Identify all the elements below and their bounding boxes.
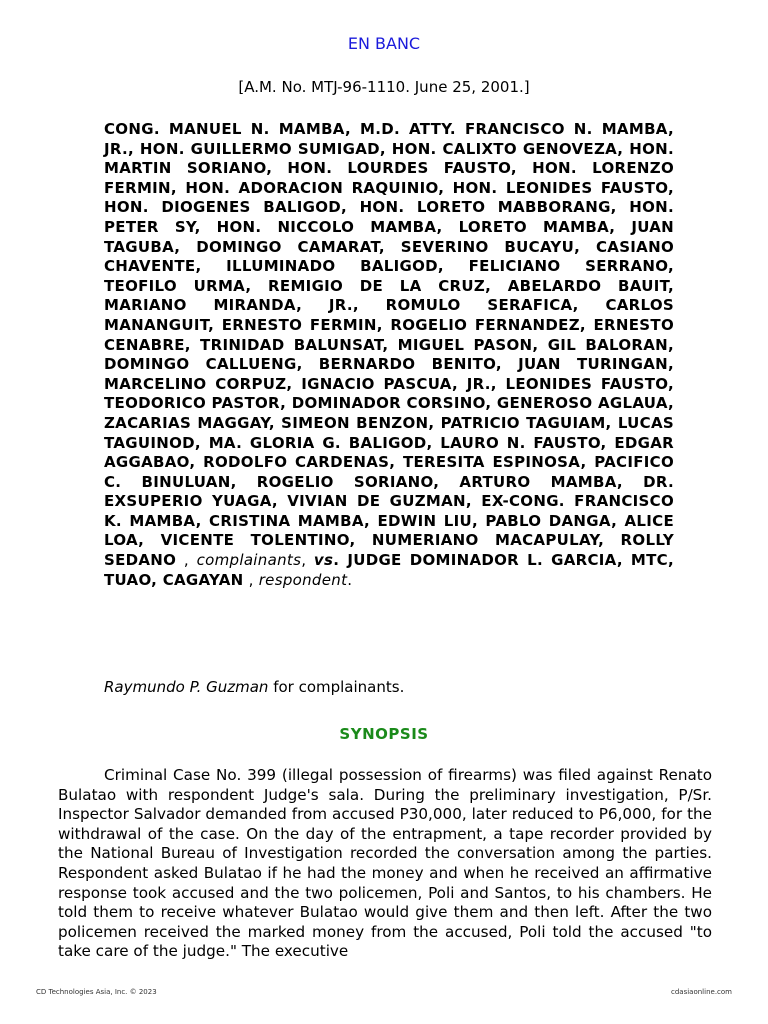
separator: . [333, 551, 348, 570]
complainants-label: complainants [196, 551, 302, 570]
complainants-names: CONG. MANUEL N. MAMBA, M.D. ATTY. FRANCISCO N. MAMBA, JR., HON. GUILLERMO SUMIGAD, HON. CALIXTO GENOVEZA, HON. MARTIN SORIANO, HON. LOURDES FAUSTO, HON. LORENZO FERMIN, HON. ADORACION RAQUINIO, HON. LEONIDES FAUSTO, HON. DIOGENES BALIGOD, HON. LORETO MABBORANG, HON. PETER SY, HON. NICCOLO MAMBA, LORETO MAMBA, JUAN TAGUBA, DOMINGO CAMARAT, SEVERINO BUCAYU, CASIANO CHAVENTE, ILLUMINADO BALIGOD, FELICIANO SERRANO, TEOFILO URMA, REMIGIO DE LA CRUZ, ABELARDO BAUIT, MARIANO MIRANDA, JR., ROMULO SERAFICA, CARLOS MANANGUIT, ERNESTO FERMIN, ROGELIO FERNANDEZ, ERNESTO CENABRE, TRINIDAD BALUNSAT, MIGUEL PASON, GIL BALORAN, DOMINGO CALLUENG, BERNARDO BENITO, JUAN TURINGAN, MARCELINO CORPUZ, IGNACIO PASCUA, JR., LEONIDES FAUSTO, TEODORICO PASTOR, DOMINADOR CORSINO, GENEROSO AGLAUA, ZACARIAS MAGGAY, SIMEON BENZON, PATRICIO TAGUIAM, LUCAS TAGUINOD, MA. GLORIA G. BALIGOD, LAURO N. FAUSTO, EDGAR AGGABAO, RODOLFO CARDENAS, TERESITA ESPINOSA, PACIFICO C. BINULUAN, ROGELIO SORIANO, ARTURO MAMBA, DR. EXSUPERIO YUAGA, VIVIAN DE GUZMAN, EX-CONG. FRANCISCO K. MAMBA, CRISTINA MAMBA, EDWIN LIU, PABLO DANGA, ALICE LOA, VICENTE TOLENTINO, NUMERIANO MACAPULAY, ROLLY SEDANO [104, 120, 675, 570]
footer-copyright: CD Technologies Asia, Inc. © 2023 [36, 988, 157, 996]
division-heading: EN BANC [347, 34, 421, 53]
separator: . [347, 570, 353, 589]
counsel-text: for complainants. [268, 678, 405, 696]
separator: , [243, 570, 259, 589]
versus-label: vs [313, 551, 334, 570]
separator: , [301, 551, 314, 570]
synopsis-heading: SYNOPSIS [339, 725, 429, 743]
footer-site[interactable]: cdasiaonline.com [671, 988, 732, 996]
respondent-label: respondent [258, 570, 348, 589]
synopsis-paragraph: Criminal Case No. 399 (illegal possession of firearms) was filed against Renato Bulatao with respondent Judge's sala. During the preliminary investigation, P/Sr. Inspector Salvador demanded from accused P30,000, later reduced to P6,000, for the withdrawal of the case. On the day of the entrapment, a tape recorder provided by the National Bureau of Investigation recorded the conversation among the parties. Respondent asked Bulatao if he had the money and when he received an affirmative response took accused and the two policemen, Poli and Santos, to his chambers. He told them to receive whatever Bulatao would give them and then left. After the two policemen received the marked money from the accused, Poli told the accused "to take care of the judge." The executive [58, 766, 712, 961]
case-citation: [A.M. No. MTJ-96-1110. June 25, 2001.] [238, 78, 530, 96]
counsel-name: Raymundo P. Guzman [104, 678, 269, 696]
respondent-name: JUDGE DOMINADOR L. GARCIA, MTC, TUAO, CAGAYAN [104, 551, 674, 589]
counsel-line [104, 678, 674, 696]
separator: , [176, 551, 197, 570]
parties-block [104, 120, 674, 590]
